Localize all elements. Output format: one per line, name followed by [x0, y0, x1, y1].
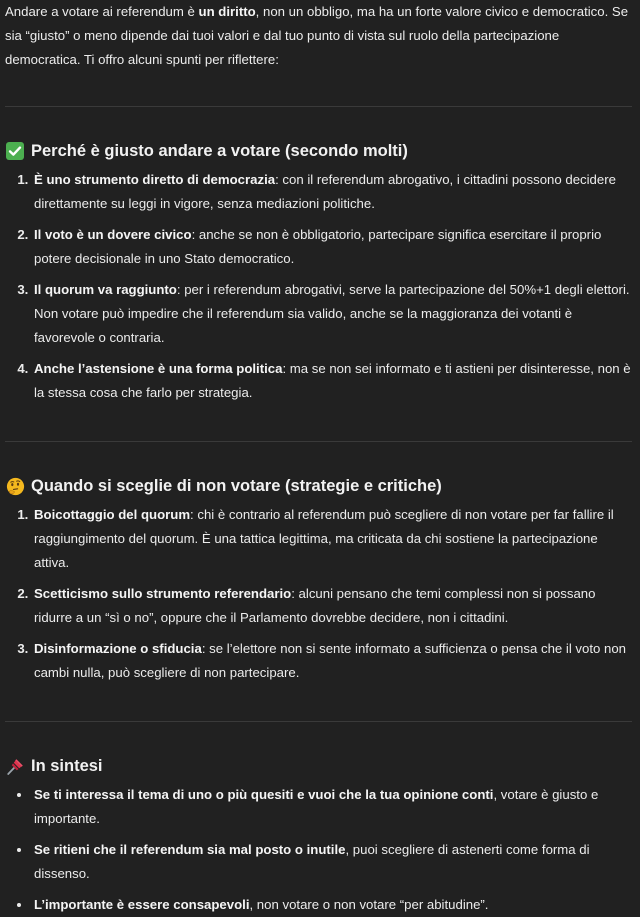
- list-item: [32, 168, 632, 216]
- intro-text-2: , non un obbligo, ma ha un forte valore civico e democratico. Se sia “giusto” o meno dipende dai tuoi valori e dal tuo punto di vista sul ruolo della partecipazione democratica. Ti offro alcuni spunti per riflettere:: [5, 4, 629, 67]
- section-heading-summary: [5, 753, 632, 779]
- divider: [5, 106, 632, 107]
- thinking-face-icon: [5, 476, 25, 496]
- section-title: Quando si sceglie di non votare (strategie e critiche): [31, 477, 442, 495]
- list-item: [32, 278, 632, 350]
- list-item: [32, 357, 632, 405]
- item-bold: Boicottaggio del quorum: [34, 507, 191, 522]
- section-title: In sintesi: [31, 757, 103, 775]
- intro-bold: un diritto: [198, 4, 256, 19]
- check-mark-button-icon: [5, 141, 25, 161]
- intro-text-1: Andare a votare ai referendum è: [5, 4, 199, 19]
- intro-paragraph: [5, 0, 632, 72]
- pushpin-icon: [5, 756, 25, 776]
- item-text: , non votare o non votare “per abitudine”.: [249, 897, 489, 912]
- item-bold: Scetticismo sullo strumento referendario: [34, 586, 292, 601]
- list-item: [32, 637, 632, 685]
- item-text: : con il referendum abrogativo, i cittadini possono decidere direttamente su leggi in vigore, senza mediazioni politiche.: [34, 172, 616, 211]
- item-bold: Anche l’astensione è una forma politica: [34, 361, 283, 376]
- item-text: , votare è giusto e importante.: [34, 787, 599, 826]
- item-text: : se l’elettore non si sente informato a sufficienza o pensa che il voto non cambi nulla, può scegliere di non partecipare.: [34, 641, 627, 680]
- item-bold: Il quorum va raggiunto: [34, 282, 177, 297]
- item-bold: L’importante è essere consapevoli: [34, 897, 250, 912]
- critiques-list: [5, 503, 632, 685]
- item-text: : alcuni pensano che temi complessi non si possano ridurre a un “sì o no”, oppure che il Parlamento dovrebbe decidere, non i cittadini.: [34, 586, 596, 625]
- section-heading-not-voting: [5, 473, 632, 499]
- item-text: , puoi scegliere di astenerti come forma di dissenso.: [34, 842, 590, 881]
- list-item: [32, 783, 632, 831]
- item-text: : anche se non è obbligatorio, partecipare significa esercitare il proprio potere decisionale in uno Stato democratico.: [34, 227, 602, 266]
- list-item: [32, 838, 632, 886]
- list-item: [32, 582, 632, 630]
- item-bold: Se ti interessa il tema di uno o più quesiti e vuoi che la tua opinione conti: [34, 787, 494, 802]
- item-text: : per i referendum abrogativi, serve la partecipazione del 50%+1 degli elettori. Non votare può impedire che il referendum sia valido, anche se la maggioranza dei votanti è favorevole o contraria.: [34, 282, 630, 345]
- item-bold: È uno strumento diretto di democrazia: [34, 172, 276, 187]
- item-text: : chi è contrario al referendum può scegliere di non votare per far fallire il raggiungimento del quorum. È una tattica legittima, ma criticata da chi sostiene la partecipazione attiva.: [34, 507, 614, 570]
- summary-list: [5, 783, 632, 917]
- list-item: [32, 503, 632, 575]
- list-item: [32, 223, 632, 271]
- section-title: Perché è giusto andare a votare (secondo molti): [31, 142, 408, 160]
- item-bold: Disinformazione o sfiducia: [34, 641, 202, 656]
- section-heading-why-vote: [5, 138, 632, 164]
- list-item: [32, 893, 632, 917]
- divider: [5, 721, 632, 722]
- item-text: : ma se non sei informato e ti astieni per disinteresse, non è la stessa cosa che farlo per strategia.: [34, 361, 631, 400]
- reasons-list: [5, 168, 632, 405]
- divider: [5, 441, 632, 442]
- item-bold: Se ritieni che il referendum sia mal posto o inutile: [34, 842, 346, 857]
- item-bold: Il voto è un dovere civico: [34, 227, 192, 242]
